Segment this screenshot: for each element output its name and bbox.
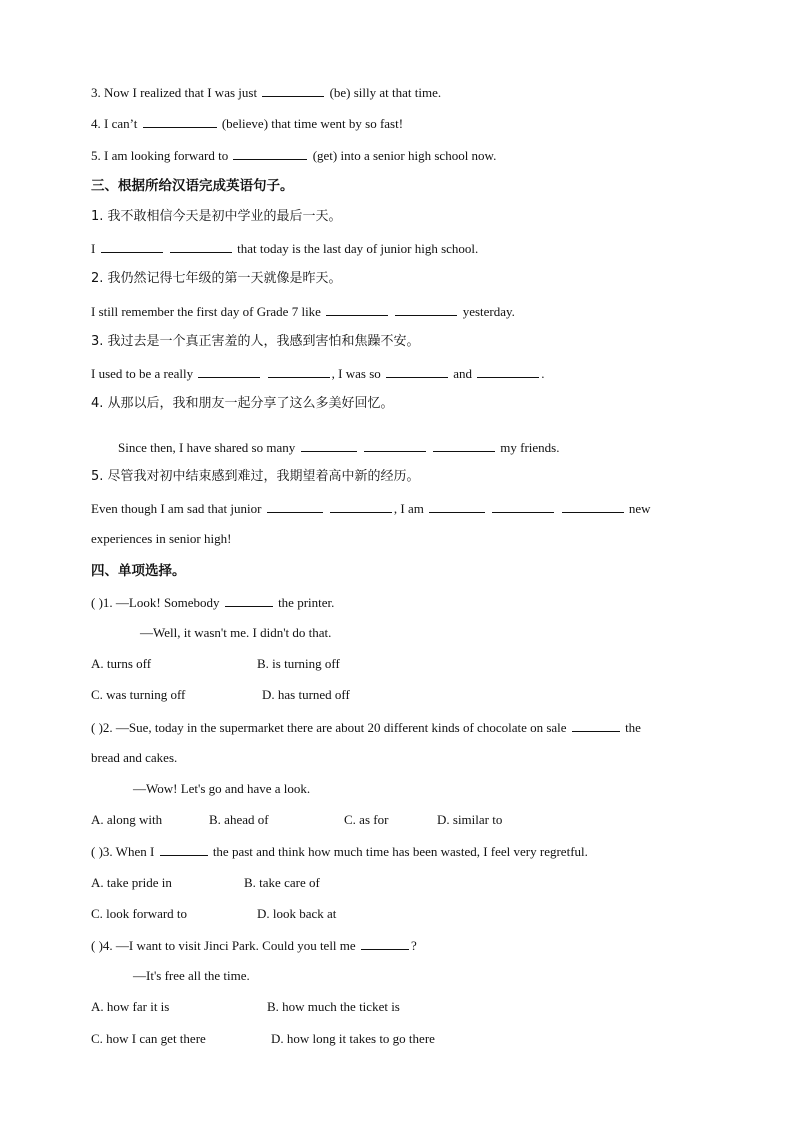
answer-blank	[225, 594, 273, 607]
answer-paren[interactable]: ( )	[91, 844, 103, 859]
answer-blank[interactable]	[386, 365, 448, 378]
question-hint: (be) silly at that time.	[329, 85, 442, 100]
translation-3-english: I used to be a really , I was so and .	[91, 366, 545, 381]
fill-question-3	[91, 84, 441, 101]
answer-blank[interactable]	[477, 365, 539, 378]
option-a[interactable]: A. take pride in	[91, 875, 172, 890]
answer-blank	[160, 843, 208, 856]
answer-blank[interactable]	[433, 439, 495, 452]
answer-blank[interactable]	[301, 439, 357, 452]
answer-blank	[572, 719, 620, 732]
option-b[interactable]: B. take care of	[244, 875, 320, 890]
option-d[interactable]: D. how long it takes to go there	[271, 1031, 435, 1046]
translation-3-chinese: 3. 我过去是一个真正害羞的人，我感到害怕和焦躁不安。	[91, 334, 420, 349]
question-hint: (get) into a senior high school now.	[312, 148, 497, 163]
answer-blank[interactable]	[267, 500, 323, 513]
option-d[interactable]: D. similar to	[437, 812, 503, 827]
answer-blank[interactable]	[562, 500, 624, 513]
translation-2-chinese: 2. 我仍然记得七年级的第一天就像是昨天。	[91, 271, 342, 286]
answer-blank[interactable]	[429, 500, 485, 513]
option-c[interactable]: C. was turning off	[91, 687, 186, 702]
translation-1-chinese: 1. 我不敢相信今天是初中学业的最后一天。	[91, 209, 342, 224]
answer-paren[interactable]: ( )	[91, 938, 103, 953]
translation-2-english: I still remember the first day of Grade 7 like yesterday.	[91, 304, 515, 319]
option-a[interactable]: A. how far it is	[91, 999, 170, 1014]
translation-1-english: I that today is the last day of junior high school.	[91, 241, 479, 256]
option-a[interactable]: A. along with	[91, 812, 163, 827]
option-c[interactable]: C. how I can get there	[91, 1031, 206, 1046]
question-hint: (believe) that time went by so fast!	[221, 116, 404, 131]
section-4-heading: 四、单项选择。	[91, 563, 186, 579]
option-a[interactable]: A. turns off	[91, 656, 152, 671]
option-b[interactable]: B. how much the ticket is	[267, 999, 400, 1014]
translation-5-english-continued: experiences in senior high!	[91, 531, 232, 546]
question-2-reply: —Wow! Let's go and have a look.	[133, 781, 311, 796]
question-1-reply: —Well, it wasn't me. I didn't do that.	[140, 625, 332, 640]
section-3-heading: 三、根据所给汉语完成英语句子。	[91, 178, 294, 194]
answer-blank[interactable]	[330, 500, 392, 513]
translation-4-english: Since then, I have shared so many my friends.	[118, 440, 560, 455]
choice-question-1: ( )1. —Look! Somebody the printer.	[91, 595, 335, 610]
answer-blank[interactable]	[326, 303, 388, 316]
question-text: 4. I can’t	[91, 116, 138, 131]
question-4-reply: —It's free all the time.	[133, 968, 250, 983]
option-b[interactable]: B. is turning off	[257, 656, 340, 671]
answer-blank[interactable]	[395, 303, 457, 316]
translation-4-chinese: 4. 从那以后，我和朋友一起分享了这么多美好回忆。	[91, 396, 394, 411]
answer-blank[interactable]	[364, 439, 426, 452]
choice-question-2: ( )2. —Sue, today in the supermarket there are about 20 different kinds of chocolate on sale the	[91, 720, 641, 735]
answer-blank[interactable]	[198, 365, 260, 378]
option-c[interactable]: C. as for	[344, 812, 389, 827]
choice-question-3: ( )3. When I the past and think how much time has been wasted, I feel very regretful.	[91, 844, 588, 859]
answer-blank[interactable]	[233, 147, 307, 160]
option-b[interactable]: B. ahead of	[209, 812, 269, 827]
option-d[interactable]: D. look back at	[257, 906, 337, 921]
answer-blank[interactable]	[170, 240, 232, 253]
answer-blank	[361, 937, 409, 950]
answer-blank[interactable]	[262, 84, 324, 97]
fill-question-5	[91, 147, 496, 164]
answer-paren[interactable]: ( )	[91, 720, 103, 735]
question-2-continued: bread and cakes.	[91, 750, 178, 765]
option-c[interactable]: C. look forward to	[91, 906, 188, 921]
answer-blank[interactable]	[268, 365, 330, 378]
question-text: 3. Now I realized that I was just	[91, 85, 258, 100]
option-d[interactable]: D. has turned off	[262, 687, 350, 702]
answer-paren[interactable]: ( )	[91, 595, 103, 610]
fill-question-4	[91, 115, 403, 132]
question-text: 5. I am looking forward to	[91, 148, 229, 163]
answer-blank[interactable]	[101, 240, 163, 253]
choice-question-4: ( )4. —I want to visit Jinci Park. Could you tell me ?	[91, 938, 417, 953]
answer-blank[interactable]	[143, 115, 217, 128]
answer-blank[interactable]	[492, 500, 554, 513]
translation-5-chinese: 5. 尽管我对初中结束感到难过，我期望着高中新的经历。	[91, 469, 420, 484]
translation-5-english: Even though I am sad that junior , I am new	[91, 501, 651, 516]
